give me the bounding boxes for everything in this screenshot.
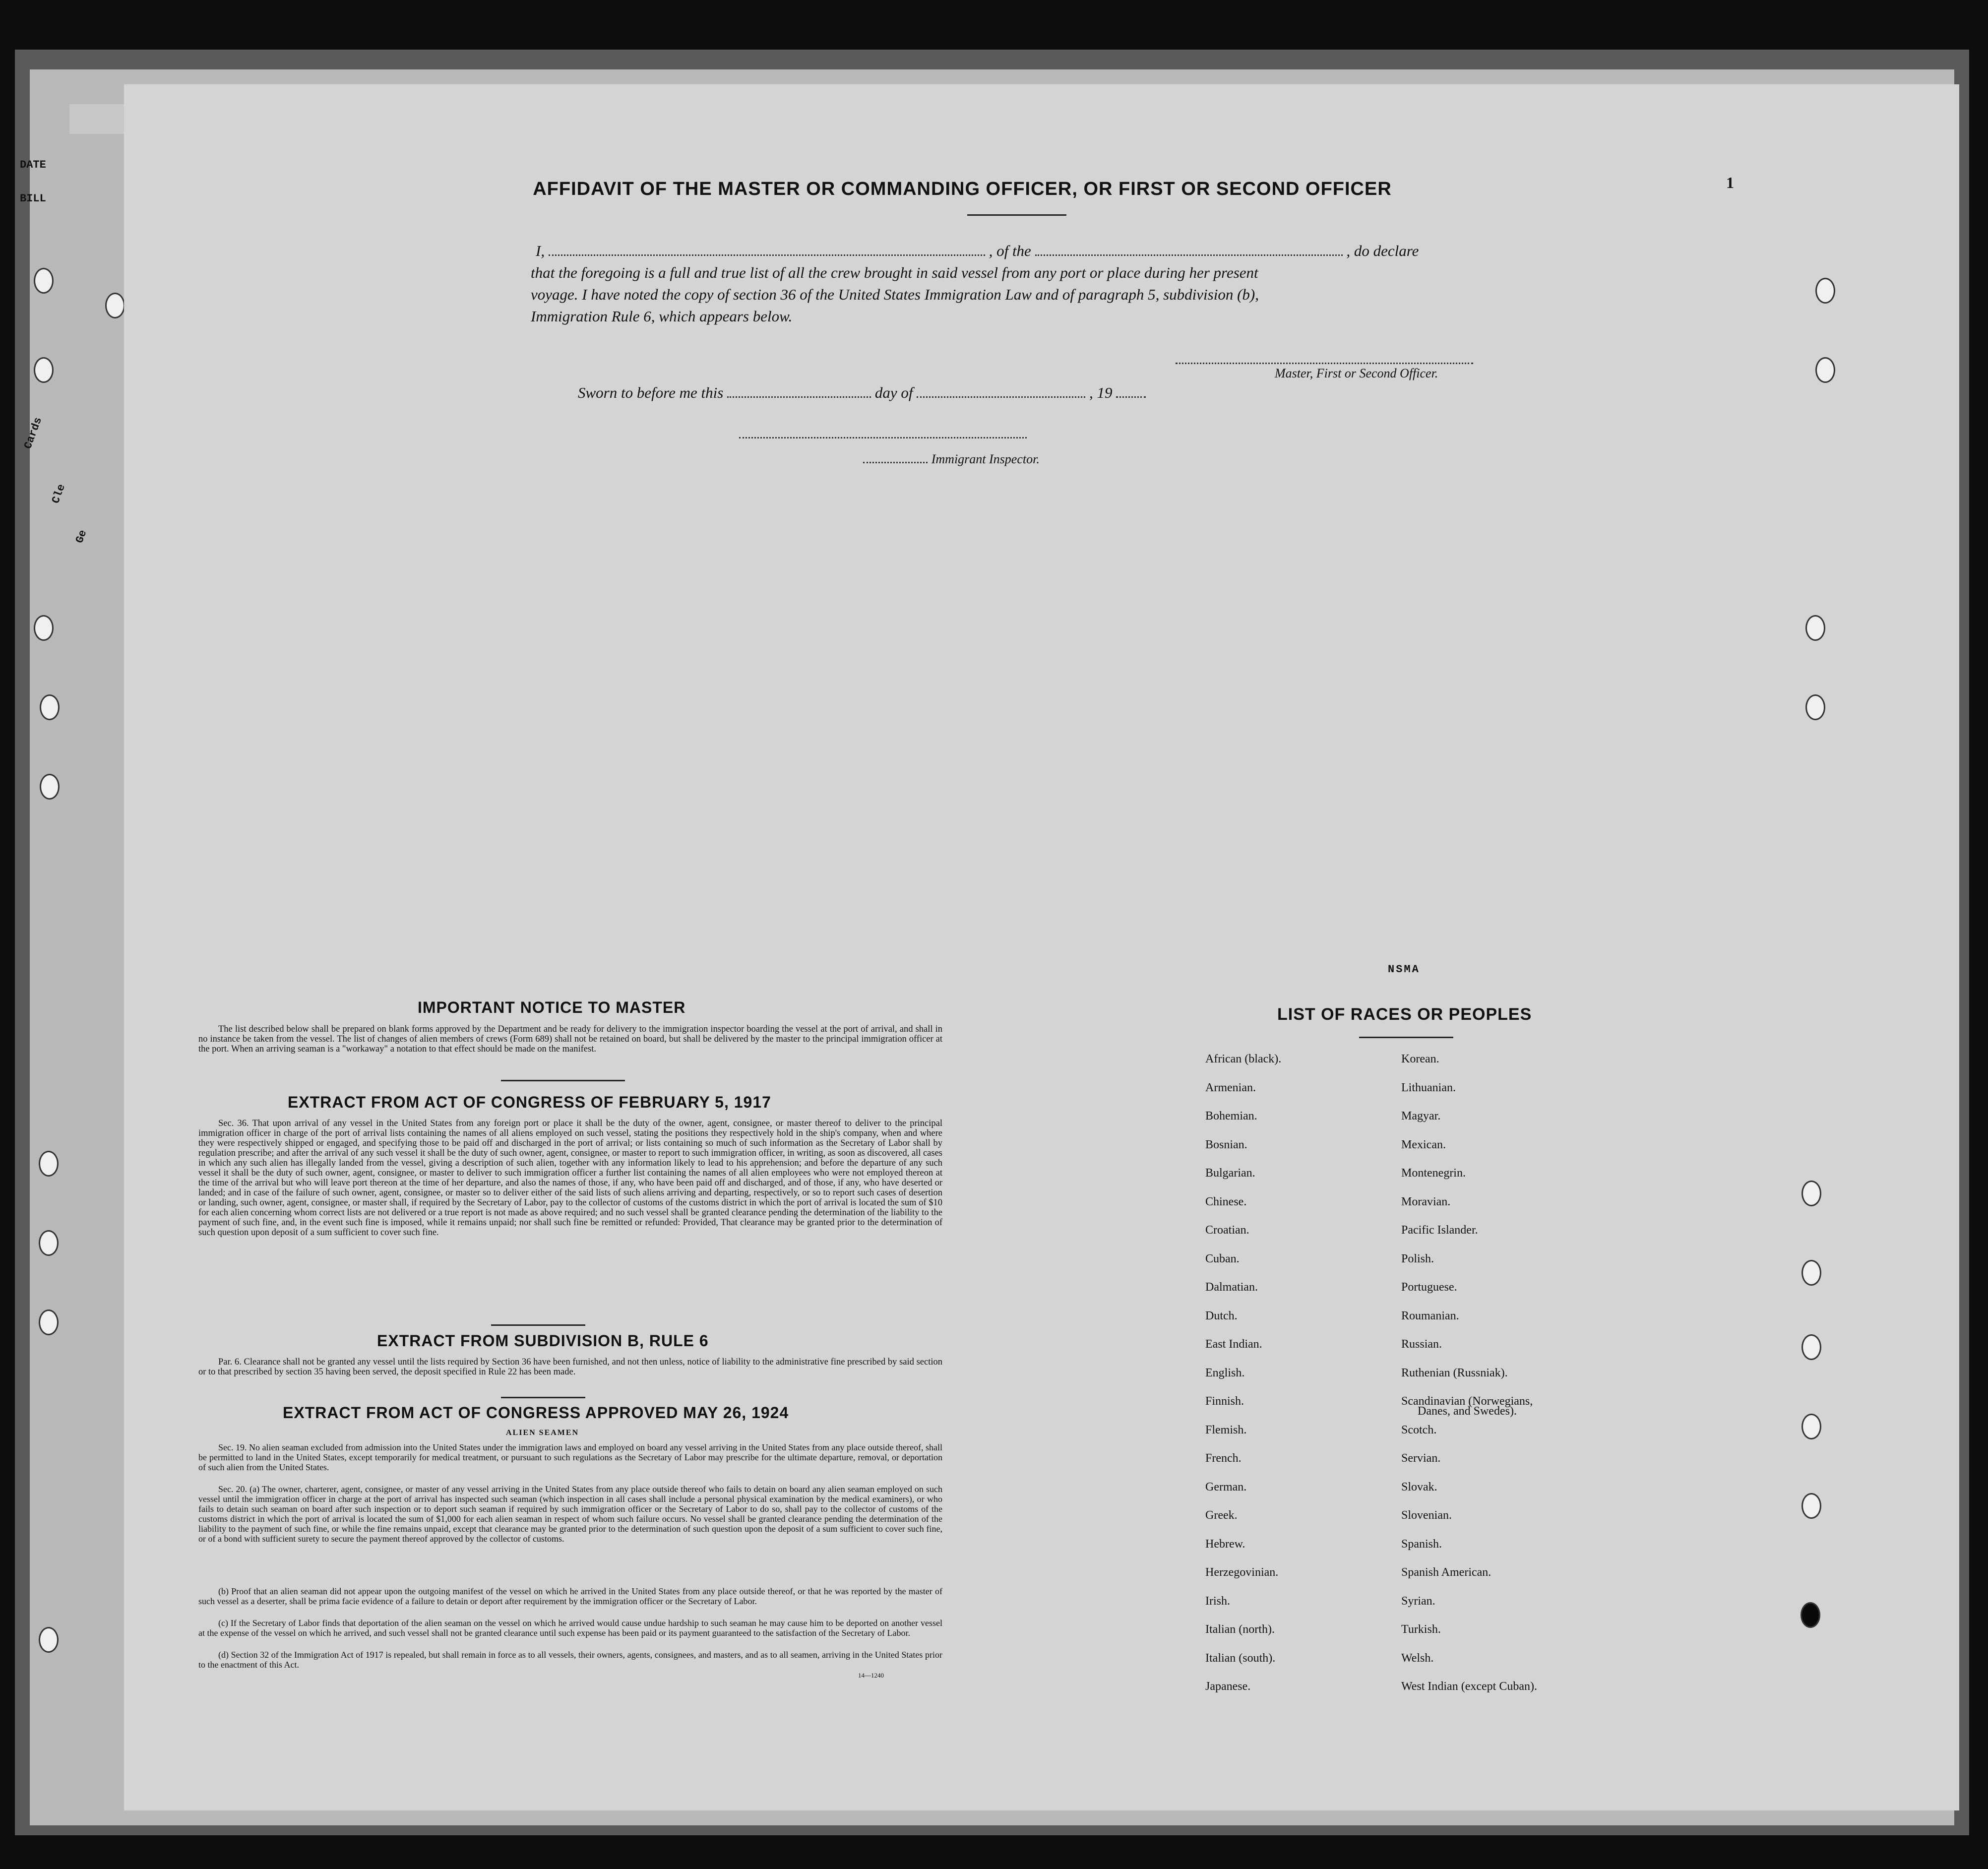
vessel-name-field[interactable] [1035,254,1343,256]
race-item: Greek. [1205,1509,1238,1522]
sec-20d-text: (d) Section 32 of the Immigration Act of 1917 is repealed, but shall remain in force as to all vessels, their owners, agents, consignees, and masters, and as to all seamen, arriving in the United States prior to the enactment of this Act. [198,1650,942,1670]
divider [491,1324,585,1326]
page-mark: 1 [1726,174,1734,191]
tab-label-cle: Cle [50,482,68,505]
race-item: Italian (north). [1205,1623,1275,1636]
race-item: Syrian. [1401,1594,1435,1608]
races-title-underline [1359,1037,1453,1038]
race-item: Bosnian. [1205,1138,1247,1151]
race-item: Finnish. [1205,1395,1244,1408]
race-item: Spanish. [1401,1537,1442,1551]
race-item: German. [1205,1480,1247,1494]
of-the-label: , of the [989,242,1031,259]
race-item: West Indian (except Cuban). [1401,1680,1537,1693]
race-item: Flemish. [1205,1423,1247,1436]
declaration-line-2: that the foregoing is a full and true list of all the crew brought in said vessel from any port or place during her present [531,264,1258,281]
tab-label-cards: Cards [22,415,45,451]
race-item: African (black). [1205,1053,1282,1065]
race-item: English. [1205,1366,1245,1379]
race-item: Montenegrin. [1401,1167,1466,1180]
race-item: Croatian. [1205,1224,1249,1237]
binder-hole-icon [1802,1260,1821,1286]
binder-hole-icon [1805,615,1825,641]
inspector-label: Immigrant Inspector. [931,452,1040,466]
declarant-name-field[interactable] [549,254,985,256]
sworn-label: Sworn to before me this [578,384,724,401]
binder-hole-icon [1801,1602,1820,1628]
race-item: Armenian. [1205,1081,1256,1094]
tab-label-date: DATE [20,159,46,171]
binder-hole-icon [39,1230,59,1256]
race-item: Ruthenian (Russniak). [1401,1366,1508,1379]
race-item: Servian. [1401,1452,1441,1465]
declare-label: , do declare [1346,242,1419,259]
binder-hole-icon [1805,694,1825,720]
binder-hole-icon [105,293,125,318]
master-signature-field[interactable] [1176,362,1473,364]
declaration-line-3: voyage. I have noted the copy of section 36 of the United States Immigration Law and of paragraph 5, subdivision (b), [531,286,1259,303]
binder-hole-icon [34,357,54,383]
race-item: Irish. [1205,1594,1230,1608]
race-item: Moravian. [1401,1195,1451,1208]
binder-hole-icon [1815,278,1835,304]
alien-seamen-subtitle: ALIEN SEAMEN [506,1429,579,1437]
race-item: Scotch. [1401,1423,1437,1436]
binder-hole-icon [40,694,60,720]
race-item: French. [1205,1452,1242,1465]
declarant-prefix: I, [536,242,545,259]
stamp-mark: NSMA [1388,963,1420,976]
divider [501,1080,625,1081]
race-item: Slovenian. [1401,1509,1452,1522]
race-item: Dalmatian. [1205,1281,1258,1294]
binder-hole-icon [39,1309,59,1335]
manifest-page [124,84,1959,1810]
race-item: Hebrew. [1205,1537,1245,1551]
race-item: Bulgarian. [1205,1167,1255,1180]
notice-text: The list described below shall be prepared on blank forms approved by the Department and be ready for delivery to the immigration inspector boarding the vessel at the port of arrival, and shall in no instance be taken from the vessel. The list of changes of alien members of crews (Form 689) shall not be retained on board, but shall be delivered by the master to the principal immigration officer at the port. When an arriving seaman is a "workaway" a notation to that effect should be made on the manifest. [198,1024,942,1054]
sec-19-text: Sec. 19. No alien seaman excluded from admission into the United States under the immigration laws and employed on board any vessel arriving in the United States from any place outside thereof, shall be permitted to land in the United States, except temporarily for medical treatment, or pursuant to such regulations as the Secretary of Labor may prescribe for the ultimate departure, removal, or deportation of such alien from the United States. [198,1442,942,1472]
notice-title: IMPORTANT NOTICE TO MASTER [418,998,686,1016]
race-item: Russian. [1401,1338,1442,1351]
year-prefix: , 19 [1089,384,1113,401]
declaration-line-4: Immigration Rule 6, which appears below. [531,308,793,325]
binder-hole-icon [34,268,54,294]
race-item: Herzegovinian. [1205,1566,1279,1579]
act-1924-title: EXTRACT FROM ACT OF CONGRESS APPROVED MAY 26, 1924 [283,1404,789,1422]
race-item: Turkish. [1401,1623,1441,1636]
race-item: Pacific Islander. [1401,1224,1478,1237]
race-item: Bohemian. [1205,1110,1257,1122]
race-item: Magyar. [1401,1110,1441,1122]
binder-hole-icon [40,774,60,800]
binder-hole-icon [1802,1414,1821,1439]
sworn-day-field[interactable] [727,396,871,398]
race-item-continuation: Danes, and Swedes). [1418,1405,1517,1418]
race-item: Chinese. [1205,1195,1247,1208]
race-item: Portuguese. [1401,1281,1457,1294]
sworn-year-field[interactable] [1116,396,1146,398]
race-item: Japanese. [1205,1680,1251,1693]
tab-label-ge: Ge [73,528,90,545]
race-item: Dutch. [1205,1309,1238,1322]
binder-hole-icon [34,615,54,641]
master-signature-label: Master, First or Second Officer. [1275,366,1438,380]
race-item: Polish. [1401,1252,1434,1265]
race-item: Korean. [1401,1053,1439,1065]
rule-6-text: Par. 6. Clearance shall not be granted any vessel until the lists required by Section 36 have been furnished, and not then unless, notice of liability to the administrative fine prescribed by said section or to that prescribed by section 35 having been served, the deposit specified in Rule 22 has been made. [198,1357,942,1377]
race-item: Spanish American. [1401,1566,1491,1579]
race-item: East Indian. [1205,1338,1262,1351]
inspector-name-field[interactable] [863,461,928,463]
form-number: 14—1240 [858,1672,884,1679]
race-item: Italian (south). [1205,1651,1276,1665]
race-item: Roumanian. [1401,1309,1459,1322]
act-1917-title: EXTRACT FROM ACT OF CONGRESS OF FEBRUARY 5, 1917 [288,1093,771,1111]
binder-hole-icon [1802,1334,1821,1360]
act-1917-text: Sec. 36. That upon arrival of any vessel in the United States from any foreign port or place it shall be the duty of the owner, agent, consignee, or master thereof to deliver to the principal immigration officer in charge of the port of arrival lists containing the names of all aliens employed on such vessel, stating the positions they respectively hold in the ship's company, when and where they were respectively shipped or engaged, and specifying those to be paid off and discharged in the port of arrival; or lists containing so much of such information as the Secretary of Labor shall by regulation prescribe; and after the arrival of any such vessel it shall be the duty of such owner, agent, consignee, or master to report to such immigration officer, in writing, as soon as discovered, all cases in which any such alien has illegally landed from the vessel, giving a description of such alien, together with any information likely to lead to his apprehension; and before the departure of any such vessel it shall be the duty of such owner, agent, consignee, or master to deliver to such immigration officer a further list containing the names of all alien employees who were not employed thereon at the time of the arrival but who will leave port thereon at the time of her departure, and also the names of those, if any, who have been paid off and discharged, and of those, if any, who have deserted or landed; and in case of the failure of such owner, agent, consignee, or master so to deliver either of the said lists of such aliens arriving and departing, respectively, or so to report such cases of desertion or landing, such owner, agent, consignee, or master shall, if required by the Secretary of Labor, pay to the collector of customs of the customs district in which the port of arrival is located the sum of $10 for each alien concerning whom correct lists are not delivered or a true report is not made as above required; and no such vessel shall be granted clearance pending the determination of the liability to the payment of such fine, and, in the event such fine is imposed, while it remains unpaid; nor shall such fine be remitted or refunded: Provided, That clearance may be granted prior to the determination of such question upon deposit of a sum sufficient to cover such fine. [198,1119,942,1238]
binder-hole-icon [1802,1493,1821,1519]
affidavit-title: AFFIDAVIT OF THE MASTER OR COMMANDING OFFICER, OR FIRST OR SECOND OFFICER [533,179,1392,199]
binder-hole-icon [1815,357,1835,383]
day-of-label: day of [874,384,913,401]
inspector-line [863,449,1040,467]
sec-20b-text: (b) Proof that an alien seaman did not appear upon the outgoing manifest of the vessel on which he arrived in the United States from any place outside thereof, or that he was reported by the master of such vessel as a deserter, shall be prima facie evidence of a failure to detain or deport after requirement by the immigration officer or the Secretary of Labor. [198,1586,942,1606]
declaration-line-1 [536,242,1419,260]
binder-hole-icon [1802,1181,1821,1206]
rule-6-title: EXTRACT FROM SUBDIVISION B, RULE 6 [377,1332,709,1350]
title-underline [967,214,1066,216]
sworn-month-field[interactable] [917,396,1085,398]
races-title: LIST OF RACES OR PEOPLES [1277,1005,1532,1024]
binder-hole-icon [39,1627,59,1653]
sec-20c-text: (c) If the Secretary of Labor finds that deportation of the alien seaman on the vessel on which he arrived would cause undue hardship to such seaman he may cause him to be deported on another vessel at the expense of the vessel on which he arrived, and such vessel shall not be granted clearance until such expense has been paid or its payment guaranteed to the satisfaction of the Secretary of Labor. [198,1618,942,1638]
inspector-signature-field[interactable] [739,436,1027,438]
sworn-line [578,384,1146,402]
race-item: Lithuanian. [1401,1081,1456,1094]
binder-hole-icon [39,1151,59,1177]
tab-label-bill: BILL [20,192,46,205]
divider [501,1397,585,1398]
sec-20a-text: Sec. 20. (a) The owner, charterer, agent, consignee, or master of any vessel arriving in the United States from any place outside thereof who fails to detain on board any alien seaman employed on such vessel until the immigration officer in charge at the port of arrival has inspected such seaman (which inspection in all cases shall include a personal physical examination by the medical examiners), or who fails to detain such seaman on board after such inspection or to deport such seaman if required by such immigration officer or the Secretary of Labor to do so, shall pay to the collector of customs of the customs district in which the port of arrival is located the sum of $1,000 for each alien seaman in respect of whom such failure occurs. No vessel shall be granted clearance pending the determination of the liability to the payment of such fine, or while the fine remains unpaid, except that clearance may be granted prior to the determination of such question upon the deposit of a sum sufficient to cover such fine, or of a bond with sufficient surety to secure the payment thereof approved by the collector of customs. [198,1484,942,1544]
race-item: Cuban. [1205,1252,1240,1265]
race-item: Welsh. [1401,1651,1434,1665]
race-item: Scandinavian (Norwegians, [1401,1395,1533,1408]
race-item: Mexican. [1401,1138,1446,1151]
race-item: Slovak. [1401,1480,1437,1494]
